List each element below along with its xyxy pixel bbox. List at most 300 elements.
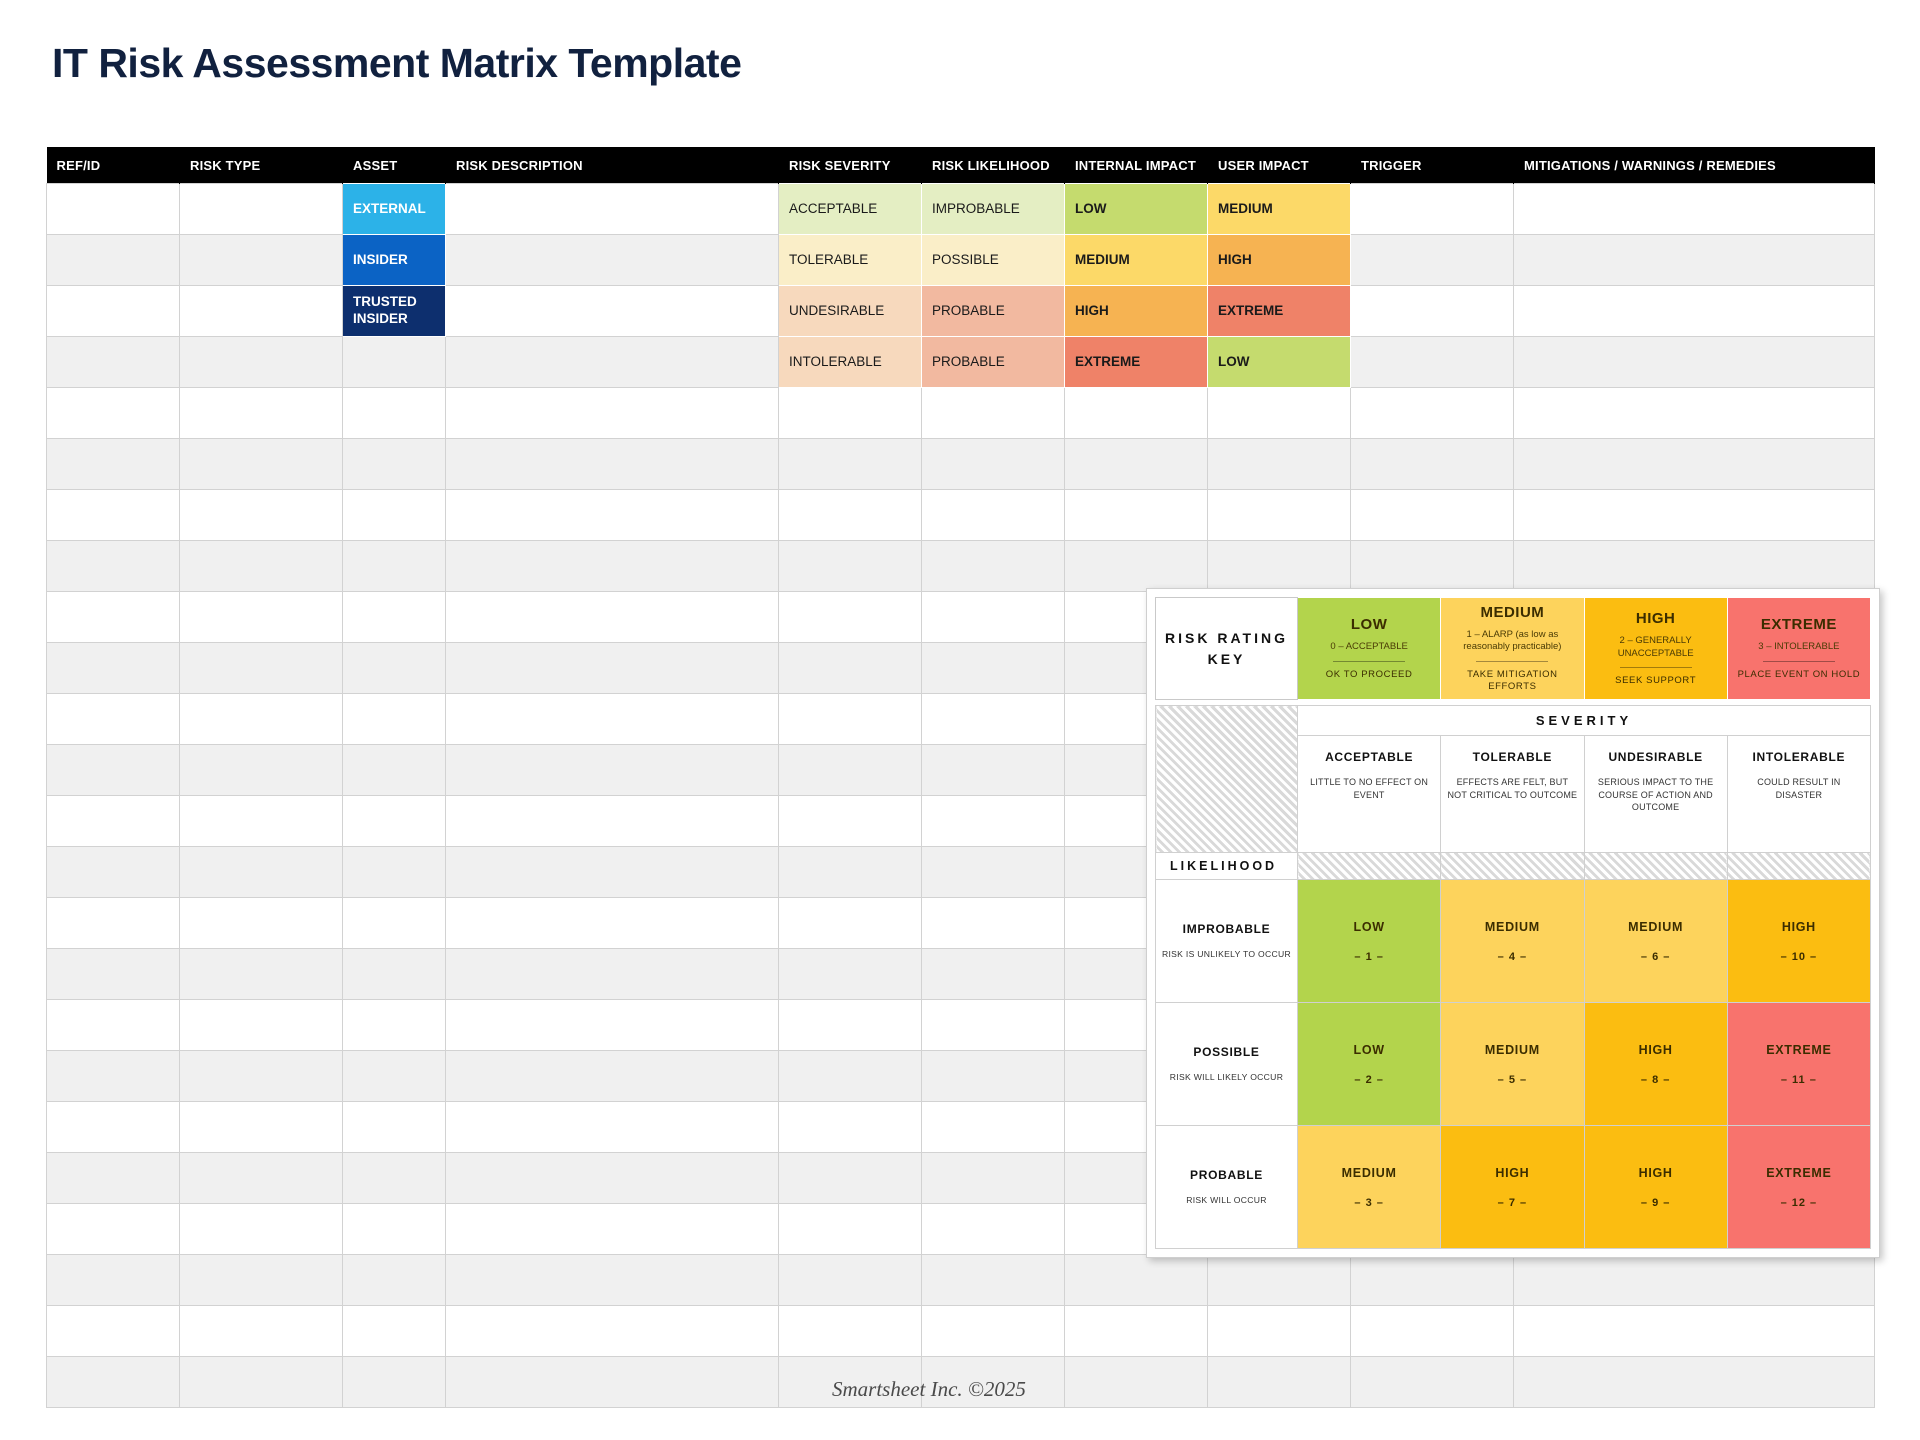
table-row	[47, 184, 1875, 235]
cell-ref[interactable]	[47, 643, 180, 694]
cell-likelihood[interactable]	[922, 286, 1065, 337]
cell-trigger[interactable]	[1351, 286, 1514, 337]
column-header: USER IMPACT	[1208, 147, 1351, 184]
cell-ref[interactable]	[47, 694, 180, 745]
cell-ref[interactable]	[47, 1306, 180, 1357]
cell-severity[interactable]	[779, 490, 922, 541]
cell-likelihood[interactable]	[922, 694, 1065, 745]
matrix-cell-number: – 12 –	[1780, 1196, 1818, 1209]
severity-band-label: SEVERITY	[1298, 706, 1871, 736]
cell-ref[interactable]	[47, 1357, 180, 1408]
cell-risk-type[interactable]	[180, 1000, 343, 1051]
cell-asset[interactable]	[343, 388, 446, 439]
cell-ref[interactable]	[47, 1000, 180, 1051]
cell-asset[interactable]	[343, 694, 446, 745]
cell-severity[interactable]	[779, 592, 922, 643]
cell-text: ACCEPTABLE	[789, 200, 878, 216]
cell-risk-type[interactable]	[180, 184, 343, 235]
table-row	[47, 1306, 1875, 1357]
matrix-cell-label: MEDIUM	[1484, 919, 1540, 934]
matrix-cell-label: MEDIUM	[1341, 1165, 1397, 1180]
matrix-cell-label: EXTREME	[1766, 1042, 1832, 1057]
cell-likelihood[interactable]	[922, 541, 1065, 592]
matrix-cell-number: – 8 –	[1640, 1073, 1671, 1086]
key-level-name: LOW	[1350, 616, 1388, 634]
cell-likelihood[interactable]	[922, 745, 1065, 796]
matrix-cell-label: HIGH	[1638, 1165, 1673, 1180]
cell-description[interactable]	[446, 541, 779, 592]
cell-internal[interactable]	[1065, 490, 1208, 541]
cell-description[interactable]	[446, 1102, 779, 1153]
severity-name: INTOLERABLE	[1752, 750, 1846, 765]
cell-text: IMPROBABLE	[932, 200, 1020, 216]
cell-severity[interactable]	[779, 898, 922, 949]
cell-internal[interactable]	[1065, 1255, 1208, 1306]
cell-mitigations[interactable]	[1514, 235, 1875, 286]
matrix-cell-number: – 2 –	[1354, 1073, 1384, 1086]
cell-description[interactable]	[446, 745, 779, 796]
cell-text: MEDIUM	[1218, 200, 1273, 216]
cell-severity[interactable]	[779, 745, 922, 796]
matrix-cell[interactable]	[1298, 880, 1441, 1003]
column-header: INTERNAL IMPACT	[1065, 147, 1208, 184]
cell-description[interactable]	[446, 490, 779, 541]
severity-desc: COULD RESULT IN DISASTER	[1757, 777, 1841, 800]
cell-mitigations[interactable]	[1514, 439, 1875, 490]
risk-rating-key-table	[1155, 597, 1871, 700]
cell-risk-type[interactable]	[180, 796, 343, 847]
cell-user[interactable]	[1208, 1255, 1351, 1306]
cell-asset[interactable]	[343, 541, 446, 592]
cell-asset[interactable]	[343, 184, 446, 235]
key-level-score: 2 – GENERALLY UNACCEPTABLE	[1617, 635, 1694, 659]
key-level-score: 0 – ACCEPTABLE	[1330, 641, 1408, 653]
cell-risk-type[interactable]	[180, 235, 343, 286]
cell-internal[interactable]	[1065, 184, 1208, 235]
cell-risk-type[interactable]	[180, 1357, 343, 1408]
cell-ref[interactable]	[47, 184, 180, 235]
cell-asset[interactable]	[343, 1357, 446, 1408]
cell-text: EXTERNAL	[353, 200, 426, 216]
cell-severity[interactable]	[779, 796, 922, 847]
cell-asset[interactable]	[343, 796, 446, 847]
cell-mitigations[interactable]	[1514, 184, 1875, 235]
cell-likelihood[interactable]	[922, 1153, 1065, 1204]
cell-description[interactable]	[446, 235, 779, 286]
key-level	[1441, 598, 1584, 700]
cell-asset[interactable]	[343, 847, 446, 898]
matrix-cell[interactable]	[1441, 880, 1584, 1003]
matrix-spacer	[1298, 853, 1441, 880]
matrix-cell[interactable]	[1441, 1003, 1584, 1126]
likelihood-row-header	[1156, 1003, 1298, 1126]
cell-ref[interactable]	[47, 388, 180, 439]
cell-likelihood[interactable]	[922, 898, 1065, 949]
key-level-action: TAKE MITIGATION EFFORTS	[1467, 668, 1558, 693]
cell-ref[interactable]	[47, 949, 180, 1000]
matrix-cell-label: HIGH	[1638, 1042, 1673, 1057]
cell-description[interactable]	[446, 388, 779, 439]
cell-description[interactable]	[446, 439, 779, 490]
matrix-corner	[1156, 706, 1298, 853]
cell-text: INTOLERABLE	[789, 353, 882, 369]
cell-asset[interactable]	[343, 439, 446, 490]
cell-mitigations[interactable]	[1514, 490, 1875, 541]
matrix-cell[interactable]	[1298, 1003, 1441, 1126]
cell-description[interactable]	[446, 898, 779, 949]
cell-text: EXTREME	[1075, 353, 1141, 369]
cell-ref[interactable]	[47, 490, 180, 541]
matrix-cell[interactable]	[1727, 1003, 1870, 1126]
cell-risk-type[interactable]	[180, 1306, 343, 1357]
cell-ref[interactable]	[47, 745, 180, 796]
table-row	[47, 337, 1875, 388]
matrix-row	[1156, 1003, 1871, 1126]
cell-text: EXTREME	[1218, 302, 1284, 318]
cell-description[interactable]	[446, 1306, 779, 1357]
cell-description[interactable]	[446, 1051, 779, 1102]
cell-user[interactable]	[1208, 235, 1351, 286]
severity-column-header	[1584, 736, 1727, 853]
severity-name: UNDESIRABLE	[1608, 750, 1703, 765]
cell-ref[interactable]	[47, 1051, 180, 1102]
table-row	[47, 541, 1875, 592]
table-row	[47, 388, 1875, 439]
key-level	[1584, 598, 1727, 700]
cell-trigger[interactable]	[1351, 490, 1514, 541]
cell-description[interactable]	[446, 643, 779, 694]
cell-risk-type[interactable]	[180, 592, 343, 643]
cell-internal[interactable]	[1065, 337, 1208, 388]
column-header: TRIGGER	[1351, 147, 1514, 184]
matrix-cell-number: – 5 –	[1497, 1073, 1528, 1086]
matrix-cell-label: HIGH	[1781, 919, 1816, 934]
matrix-severity-band-row	[1156, 706, 1871, 736]
cell-ref[interactable]	[47, 1102, 180, 1153]
cell-likelihood[interactable]	[922, 1306, 1065, 1357]
likelihood-desc: RISK WILL LIKELY OCCUR	[1169, 1072, 1284, 1083]
likelihood-name: IMPROBABLE	[1182, 922, 1271, 937]
cell-severity[interactable]	[779, 388, 922, 439]
table-header-row	[47, 147, 1875, 184]
cell-asset[interactable]	[343, 745, 446, 796]
cell-likelihood[interactable]	[922, 184, 1065, 235]
cell-likelihood[interactable]	[922, 796, 1065, 847]
cell-ref[interactable]	[47, 592, 180, 643]
key-level-name: EXTREME	[1760, 616, 1837, 634]
cell-user[interactable]	[1208, 490, 1351, 541]
matrix-cell-label: MEDIUM	[1628, 919, 1684, 934]
matrix-spacer	[1727, 853, 1870, 880]
cell-description[interactable]	[446, 1153, 779, 1204]
cell-text: TOLERABLE	[789, 251, 869, 267]
cell-severity[interactable]	[779, 286, 922, 337]
cell-user[interactable]	[1208, 541, 1351, 592]
cell-ref[interactable]	[47, 796, 180, 847]
cell-trigger[interactable]	[1351, 337, 1514, 388]
cell-severity[interactable]	[779, 184, 922, 235]
cell-internal[interactable]	[1065, 1357, 1208, 1408]
cell-likelihood[interactable]	[922, 949, 1065, 1000]
cell-risk-type[interactable]	[180, 541, 343, 592]
cell-description[interactable]	[446, 1000, 779, 1051]
cell-likelihood[interactable]	[922, 337, 1065, 388]
matrix-cell[interactable]	[1441, 1126, 1584, 1249]
cell-description[interactable]	[446, 337, 779, 388]
severity-desc: SERIOUS IMPACT TO THE COURSE OF ACTION AND OUTCOME	[1597, 777, 1714, 812]
cell-user[interactable]	[1208, 286, 1351, 337]
likelihood-band-label: LIKELIHOOD	[1156, 853, 1298, 880]
cell-likelihood[interactable]	[922, 235, 1065, 286]
cell-severity[interactable]	[779, 439, 922, 490]
cell-ref[interactable]	[47, 1204, 180, 1255]
cell-trigger[interactable]	[1351, 184, 1514, 235]
cell-ref[interactable]	[47, 1255, 180, 1306]
matrix-likelihood-band-row	[1156, 853, 1871, 880]
cell-likelihood[interactable]	[922, 439, 1065, 490]
matrix-cell-label: LOW	[1353, 919, 1385, 934]
matrix-row	[1156, 880, 1871, 1003]
matrix-cell-label: MEDIUM	[1484, 1042, 1540, 1057]
likelihood-desc: RISK WILL OCCUR	[1186, 1195, 1267, 1206]
key-level	[1298, 598, 1441, 700]
cell-asset[interactable]	[343, 592, 446, 643]
table-row	[47, 286, 1875, 337]
severity-desc: LITTLE TO NO EFFECT ON EVENT	[1310, 777, 1429, 800]
cell-likelihood[interactable]	[922, 592, 1065, 643]
cell-asset[interactable]	[343, 643, 446, 694]
cell-risk-type[interactable]	[180, 745, 343, 796]
cell-internal[interactable]	[1065, 1306, 1208, 1357]
cell-text: LOW	[1218, 353, 1250, 369]
cell-text: POSSIBLE	[932, 251, 999, 267]
cell-trigger[interactable]	[1351, 1255, 1514, 1306]
cell-risk-type[interactable]	[180, 439, 343, 490]
cell-description[interactable]	[446, 1357, 779, 1408]
key-level-score: 3 – INTOLERABLE	[1758, 641, 1840, 653]
cell-risk-type[interactable]	[180, 388, 343, 439]
cell-description[interactable]	[446, 184, 779, 235]
key-level	[1727, 598, 1870, 700]
cell-asset[interactable]	[343, 1051, 446, 1102]
cell-risk-type[interactable]	[180, 847, 343, 898]
cell-mitigations[interactable]	[1514, 541, 1875, 592]
matrix-cell-label: LOW	[1353, 1042, 1385, 1057]
page-title: IT Risk Assessment Matrix Template	[52, 40, 742, 86]
cell-user[interactable]	[1208, 1357, 1351, 1408]
cell-likelihood[interactable]	[922, 490, 1065, 541]
cell-internal[interactable]	[1065, 235, 1208, 286]
cell-mitigations[interactable]	[1514, 1306, 1875, 1357]
cell-user[interactable]	[1208, 1306, 1351, 1357]
cell-ref[interactable]	[47, 235, 180, 286]
cell-ref[interactable]	[47, 337, 180, 388]
cell-risk-type[interactable]	[180, 286, 343, 337]
cell-severity[interactable]	[779, 847, 922, 898]
cell-mitigations[interactable]	[1514, 1255, 1875, 1306]
key-level-action: OK TO PROCEED	[1325, 668, 1413, 680]
cell-text: PROBABLE	[932, 302, 1005, 318]
cell-risk-type[interactable]	[180, 1102, 343, 1153]
severity-name: ACCEPTABLE	[1325, 750, 1414, 765]
cell-severity[interactable]	[779, 337, 922, 388]
cell-asset[interactable]	[343, 1204, 446, 1255]
cell-severity[interactable]	[779, 694, 922, 745]
cell-user[interactable]	[1208, 439, 1351, 490]
cell-severity[interactable]	[779, 1000, 922, 1051]
matrix-cell-number: – 1 –	[1354, 950, 1384, 963]
cell-asset[interactable]	[343, 1255, 446, 1306]
matrix-row	[1156, 1126, 1871, 1249]
cell-ref[interactable]	[47, 1153, 180, 1204]
cell-ref[interactable]	[47, 286, 180, 337]
cell-asset[interactable]	[343, 1102, 446, 1153]
cell-description[interactable]	[446, 949, 779, 1000]
likelihood-name: POSSIBLE	[1193, 1045, 1260, 1060]
matrix-cell[interactable]	[1584, 1003, 1727, 1126]
key-level-action: PLACE EVENT ON HOLD	[1737, 668, 1861, 680]
table-row	[47, 490, 1875, 541]
divider	[1763, 661, 1835, 662]
cell-likelihood[interactable]	[922, 1204, 1065, 1255]
cell-user[interactable]	[1208, 337, 1351, 388]
matrix-cell[interactable]	[1584, 880, 1727, 1003]
key-row	[1156, 598, 1871, 700]
cell-risk-type[interactable]	[180, 694, 343, 745]
cell-internal[interactable]	[1065, 439, 1208, 490]
column-header: RISK TYPE	[180, 147, 343, 184]
cell-asset[interactable]	[343, 286, 446, 337]
matrix-cell-number: – 9 –	[1640, 1196, 1671, 1209]
cell-description[interactable]	[446, 286, 779, 337]
cell-trigger[interactable]	[1351, 541, 1514, 592]
cell-severity[interactable]	[779, 949, 922, 1000]
cell-text: UNDESIRABLE	[789, 302, 885, 318]
column-header: MITIGATIONS / WARNINGS / REMEDIES	[1514, 147, 1875, 184]
cell-description[interactable]	[446, 694, 779, 745]
cell-risk-type[interactable]	[180, 1153, 343, 1204]
cell-description[interactable]	[446, 1255, 779, 1306]
divider	[1476, 661, 1548, 662]
footer-copyright: Smartsheet Inc. ©2025	[832, 1377, 1026, 1401]
cell-likelihood[interactable]	[922, 847, 1065, 898]
risk-rating-panel	[1146, 588, 1880, 1258]
cell-severity[interactable]	[779, 1306, 922, 1357]
cell-likelihood[interactable]	[922, 1051, 1065, 1102]
table-row	[47, 1255, 1875, 1306]
cell-description[interactable]	[446, 847, 779, 898]
cell-ref[interactable]	[47, 898, 180, 949]
cell-trigger[interactable]	[1351, 1306, 1514, 1357]
cell-text: HIGH	[1075, 302, 1109, 318]
cell-likelihood[interactable]	[922, 1255, 1065, 1306]
cell-description[interactable]	[446, 592, 779, 643]
cell-asset[interactable]	[343, 1000, 446, 1051]
key-level-score: 1 – ALARP (as low as reasonably practicable)	[1463, 629, 1562, 653]
column-header: RISK SEVERITY	[779, 147, 922, 184]
matrix-spacer	[1584, 853, 1727, 880]
severity-column-header	[1727, 736, 1870, 853]
cell-mitigations[interactable]	[1514, 337, 1875, 388]
cell-likelihood[interactable]	[922, 643, 1065, 694]
cell-asset[interactable]	[343, 490, 446, 541]
cell-mitigations[interactable]	[1514, 286, 1875, 337]
cell-mitigations[interactable]	[1514, 388, 1875, 439]
column-header: RISK DESCRIPTION	[446, 147, 779, 184]
matrix-cell-number: – 7 –	[1497, 1196, 1528, 1209]
cell-internal[interactable]	[1065, 286, 1208, 337]
key-level-name: HIGH	[1635, 610, 1676, 628]
cell-severity[interactable]	[779, 643, 922, 694]
likelihood-desc: RISK IS UNLIKELY TO OCCUR	[1161, 949, 1292, 960]
cell-risk-type[interactable]	[180, 1255, 343, 1306]
cell-likelihood[interactable]	[922, 1000, 1065, 1051]
cell-description[interactable]	[446, 1204, 779, 1255]
cell-risk-type[interactable]	[180, 337, 343, 388]
cell-trigger[interactable]	[1351, 388, 1514, 439]
severity-column-header	[1441, 736, 1584, 853]
cell-severity[interactable]	[779, 1204, 922, 1255]
matrix-cell-number: – 4 –	[1497, 950, 1528, 963]
column-header: ASSET	[343, 147, 446, 184]
cell-asset[interactable]	[343, 235, 446, 286]
cell-asset[interactable]	[343, 1306, 446, 1357]
cell-asset[interactable]	[343, 949, 446, 1000]
matrix-cell-number: – 11 –	[1780, 1073, 1817, 1086]
cell-asset[interactable]	[343, 337, 446, 388]
cell-internal[interactable]	[1065, 541, 1208, 592]
cell-ref[interactable]	[47, 439, 180, 490]
cell-severity[interactable]	[779, 1255, 922, 1306]
column-header: RISK LIKELIHOOD	[922, 147, 1065, 184]
key-level-name: MEDIUM	[1480, 604, 1545, 621]
cell-risk-type[interactable]	[180, 490, 343, 541]
cell-likelihood[interactable]	[922, 1102, 1065, 1153]
cell-risk-type[interactable]	[180, 643, 343, 694]
matrix-cell[interactable]	[1727, 1126, 1870, 1249]
column-header: REF/ID	[47, 147, 180, 184]
cell-risk-type[interactable]	[180, 898, 343, 949]
cell-asset[interactable]	[343, 898, 446, 949]
cell-ref[interactable]	[47, 847, 180, 898]
matrix-cell[interactable]	[1727, 880, 1870, 1003]
cell-likelihood[interactable]	[922, 388, 1065, 439]
matrix-cell[interactable]	[1584, 1126, 1727, 1249]
cell-risk-type[interactable]	[180, 949, 343, 1000]
cell-ref[interactable]	[47, 541, 180, 592]
matrix-cell[interactable]	[1298, 1126, 1441, 1249]
cell-mitigations[interactable]	[1514, 1357, 1875, 1408]
cell-risk-type[interactable]	[180, 1051, 343, 1102]
cell-trigger[interactable]	[1351, 1357, 1514, 1408]
cell-severity[interactable]	[779, 235, 922, 286]
likelihood-row-header	[1156, 880, 1298, 1003]
cell-severity[interactable]	[779, 541, 922, 592]
cell-internal[interactable]	[1065, 388, 1208, 439]
cell-user[interactable]	[1208, 184, 1351, 235]
cell-text: INSIDER	[353, 251, 408, 267]
cell-severity[interactable]	[779, 1153, 922, 1204]
cell-severity[interactable]	[779, 1051, 922, 1102]
cell-trigger[interactable]	[1351, 235, 1514, 286]
cell-text: MEDIUM	[1075, 251, 1130, 267]
cell-risk-type[interactable]	[180, 1204, 343, 1255]
cell-trigger[interactable]	[1351, 439, 1514, 490]
cell-severity[interactable]	[779, 1102, 922, 1153]
cell-asset[interactable]	[343, 1153, 446, 1204]
cell-description[interactable]	[446, 796, 779, 847]
cell-user[interactable]	[1208, 388, 1351, 439]
